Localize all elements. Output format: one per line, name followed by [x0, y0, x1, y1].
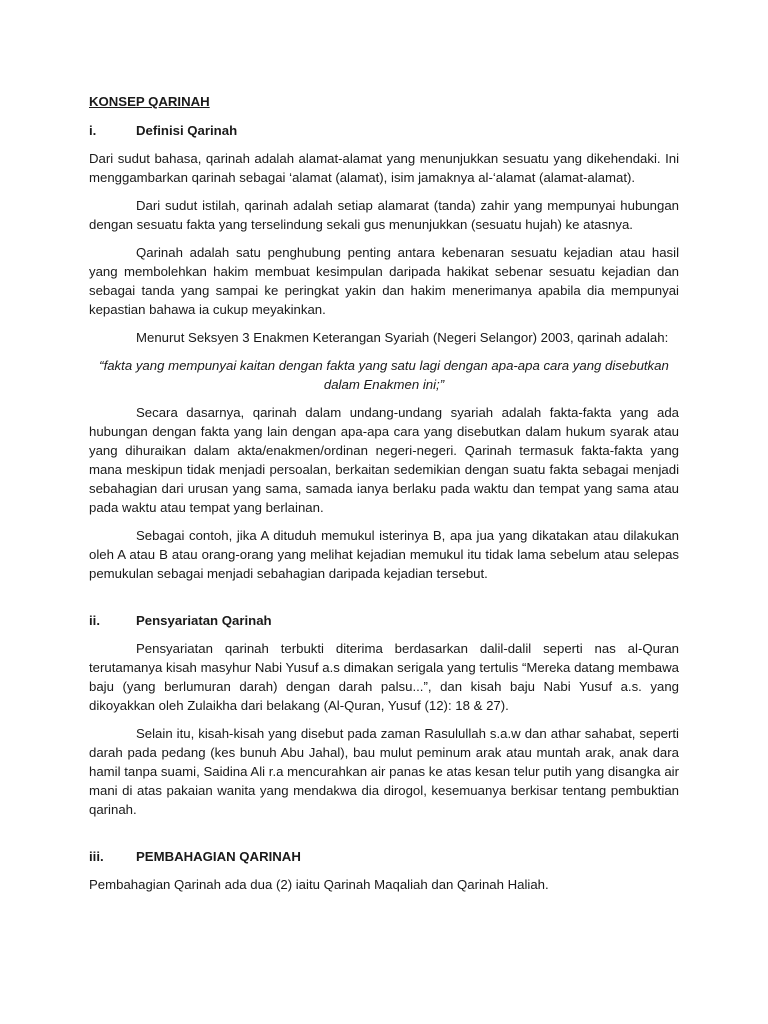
section-heading-definisi	[89, 121, 679, 140]
paragraph: Qarinah adalah satu penghubung penting antara kebenaran sesuatu kejadian atau hasil yang membolehkan hakim membuat kesimpulan daripada hakikat sebenar sesuatu kejadian dan sebagai tanda yang sampai ke peringkat yakin dan hakim menerimanya apabila dia mempunyai kepastian bahawa ia cukup meyakinkan.	[89, 245, 679, 317]
section-heading-pensyariatan	[89, 611, 679, 630]
section-title: Definisi Qarinah	[136, 123, 238, 138]
paragraph: Dari sudut istilah, qarinah adalah setiap alamarat (tanda) zahir yang mempunyai hubungan dengan sesuatu fakta yang terselindung sekali gus menunjukkan (sesuatu hujah) ke atasnya.	[89, 198, 679, 232]
document-title: KONSEP QARINAH	[89, 94, 210, 109]
section-spacer	[89, 592, 679, 611]
section-title: PEMBAHAGIAN QARINAH	[136, 849, 301, 864]
document-page	[89, 92, 679, 903]
paragraph: Pembahagian Qarinah ada dua (2) iaitu Qarinah Maqaliah dan Qarinah Haliah.	[89, 877, 549, 892]
paragraph: Pensyariatan qarinah terbukti diterima berdasarkan dalil-dalil seperti nas al-Quran terutamanya kisah masyhur Nabi Yusuf a.s dimakan serigala yang tertulis “Mereka datang membawa baju (yang berlumuran darah) dengan darah palsu...”, dan kisah baju Nabi Yusuf a.s. yang dikoyakkan oleh Zulaikha dari belakang (Al-Quran, Yusuf (12): 18 & 27).	[89, 641, 679, 713]
section-number: i.	[89, 123, 97, 138]
paragraph: Dari sudut bahasa, qarinah adalah alamat-alamat yang menunjukkan sesuatu yang dikehendaki. Ini menggambarkan qarinah sebagai ‘alamat (alamat), isim jamaknya al-‘alamat (alamat-alamat).	[89, 151, 679, 185]
paragraph: Secara dasarnya, qarinah dalam undang-undang syariah adalah fakta-fakta yang ada hubungan dengan fakta yang lain dengan apa-apa cara yang disebutkan dalam hukum syarak atau yang dihuraikan dalam akta/enakmen/ordinan negeri-negeri. Qarinah termasuk fakta-fakta yang mana meskipun tidak menjadi persoalan, berkaitan sedemikian dengan suatu fakta sebagai menjadi sebahagian dari urusan yang sama, samada ianya berlaku pada waktu dan tempat yang sama atau pada waktu atau tempat yang berlainan.	[89, 405, 679, 515]
section-spacer	[89, 828, 679, 847]
paragraph: Selain itu, kisah-kisah yang disebut pada zaman Rasulullah s.a.w dan athar sahabat, seperti darah pada pedang (kes bunuh Abu Jahal), bau mulut peminum arak atau muntah arak, anak dara hamil tanpa suami, Saidina Ali r.a mencurahkan air panas ke atas kesan telur putih yang disangka air mani di atas pakaian wanita yang mendakwa dia dirogol, kesemuanya berkisar tentang pembuktian qarinah.	[89, 726, 679, 817]
paragraph: Menurut Seksyen 3 Enakmen Keterangan Syariah (Negeri Selangor) 2003, qarinah adalah:	[136, 330, 669, 345]
section-number: iii.	[89, 849, 104, 864]
section-number: ii.	[89, 613, 100, 628]
section-title: Pensyariatan Qarinah	[136, 613, 272, 628]
paragraph: Sebagai contoh, jika A dituduh memukul isterinya B, apa jua yang dikatakan atau dilakukan oleh A atau B atau orang-orang yang melihat kejadian memukul itu tidak lama sebelum atau selepas pemukulan sebagai menjadi sebahagian daripada kejadian tersebut.	[89, 528, 679, 581]
section-heading-pembahagian	[89, 847, 679, 866]
quoted-definition: “fakta yang mempunyai kaitan dengan fakta yang satu lagi dengan apa-apa cara yang disebutkan dalam Enakmen ini;”	[99, 358, 669, 392]
